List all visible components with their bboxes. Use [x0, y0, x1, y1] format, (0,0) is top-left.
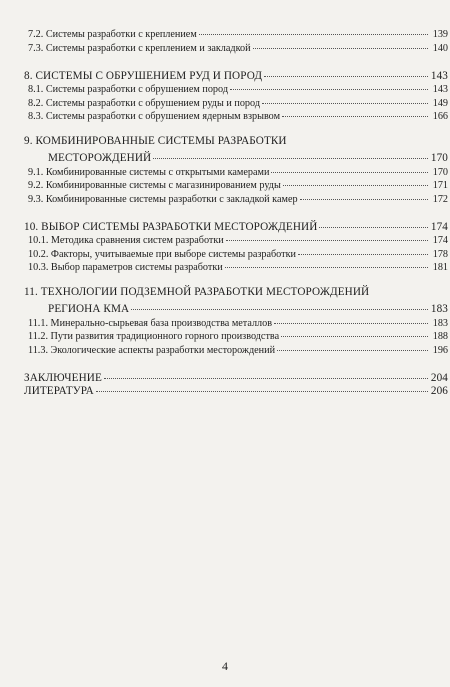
leader-dots: [283, 173, 428, 186]
toc-entry[interactable]: 10.3. Выбор параметров системы разработки 181: [24, 257, 448, 271]
chapter-9-heading[interactable]: МЕСТОРОЖДЕНИЙ 170: [24, 148, 448, 162]
chapter-11-heading-line1[interactable]: 11. ТЕХНОЛОГИИ ПОДЗЕМНОЙ РАЗРАБОТКИ МЕСТОРОЖДЕНИЙ: [24, 286, 370, 298]
toc-entry[interactable]: 9.2. Комбинированные системы с магазинированием руды 171: [24, 175, 448, 189]
leader-dots: [282, 104, 428, 117]
leader-dots: [262, 91, 428, 104]
leader-dots: [281, 324, 428, 337]
references-entry[interactable]: ЛИТЕРАТУРА 206: [24, 381, 448, 395]
chapter-9-heading-line1[interactable]: 9. КОМБИНИРОВАННЫЕ СИСТЕМЫ РАЗРАБОТКИ: [24, 135, 287, 147]
leader-dots: [104, 366, 428, 379]
toc-entry[interactable]: 11.3. Экологические аспекты разработки месторождений 196: [24, 340, 448, 354]
leader-dots: [96, 379, 428, 392]
leader-dots: [274, 311, 428, 324]
toc-entry[interactable]: 8.2. Системы разработки с обрушением руды и пород 149: [24, 93, 448, 107]
conclusion-entry[interactable]: ЗАКЛЮЧЕНИЕ 204: [24, 368, 448, 382]
table-of-contents: [24, 24, 448, 395]
leader-dots: [298, 242, 428, 255]
leader-dots: [131, 297, 428, 310]
leader-dots: [253, 36, 428, 49]
page-number: 4: [222, 659, 228, 673]
toc-entry[interactable]: 7.2. Системы разработки с креплением 139: [24, 24, 448, 38]
toc-entry[interactable]: 11.1. Минерально-сырьевая база производства металлов 183: [24, 313, 448, 327]
leader-dots: [230, 77, 428, 90]
leader-dots: [226, 228, 428, 241]
chapter-8-heading[interactable]: 8. СИСТЕМЫ С ОБРУШЕНИЕМ РУД И ПОРОД 143: [24, 66, 448, 80]
leader-dots: [225, 255, 428, 268]
leader-dots: [319, 215, 428, 228]
toc-entry[interactable]: 10.1. Методика сравнения систем разработки 174: [24, 230, 448, 244]
leader-dots: [199, 22, 428, 35]
toc-entry[interactable]: 7.3. Системы разработки с креплением и закладкой 140: [24, 38, 448, 52]
leader-dots: [153, 146, 428, 159]
toc-entry[interactable]: 8.1. Системы разработки с обрушением пород 143: [24, 79, 448, 93]
toc-entry[interactable]: 11.2. Пути развития традиционного горного производства 188: [24, 326, 448, 340]
chapter-10-heading[interactable]: 10. ВЫБОР СИСТЕМЫ РАЗРАБОТКИ МЕСТОРОЖДЕНИЙ 174: [24, 217, 448, 231]
leader-dots: [300, 187, 428, 200]
leader-dots: [264, 64, 428, 77]
toc-entry[interactable]: 9.3. Комбинированные системы разработки с закладкой камер 172: [24, 189, 448, 203]
leader-dots: [271, 160, 428, 173]
toc-entry[interactable]: 8.3. Системы разработки с обрушением ядерным взрывом 166: [24, 106, 448, 120]
toc-entry[interactable]: 9.1. Комбинированные системы с открытыми камерами 170: [24, 162, 448, 176]
leader-dots: [277, 338, 428, 351]
chapter-11-heading[interactable]: РЕГИОНА КМА 183: [24, 299, 448, 313]
toc-entry[interactable]: 10.2. Факторы, учитываемые при выборе системы разработки 178: [24, 244, 448, 258]
